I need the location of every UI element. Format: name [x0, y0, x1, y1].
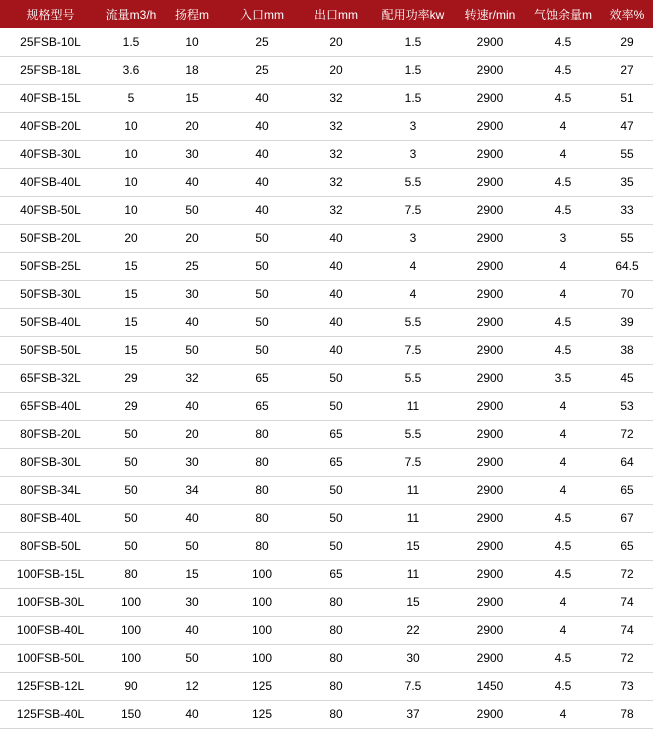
header-model: 规格型号 [26, 7, 75, 22]
cell-efficiency: 70 [601, 280, 653, 308]
cell-inlet: 65 [223, 392, 301, 420]
cell-model: 50FSB-25L [0, 252, 101, 280]
cell-inlet: 40 [223, 112, 301, 140]
table-row [0, 308, 653, 336]
cell-npsh: 4 [525, 252, 601, 280]
cell-speed: 2900 [455, 336, 525, 364]
cell-outlet: 80 [301, 700, 371, 728]
cell-power: 11 [371, 476, 455, 504]
header-power: 配用功率kw [381, 7, 445, 22]
cell-model: 125FSB-12L [0, 672, 101, 700]
cell-flow: 100 [101, 616, 161, 644]
table-body [0, 28, 653, 728]
cell-speed: 2900 [455, 644, 525, 672]
cell-model: 25FSB-10L [0, 28, 101, 56]
cell-head: 32 [161, 364, 223, 392]
cell-model: 80FSB-30L [0, 448, 101, 476]
cell-flow: 50 [101, 532, 161, 560]
cell-outlet: 80 [301, 644, 371, 672]
table-row [0, 532, 653, 560]
cell-speed: 2900 [455, 420, 525, 448]
cell-power: 1.5 [371, 56, 455, 84]
cell-speed: 2900 [455, 476, 525, 504]
cell-model: 40FSB-15L [0, 84, 101, 112]
cell-model: 40FSB-20L [0, 112, 101, 140]
cell-efficiency: 74 [601, 616, 653, 644]
cell-inlet: 100 [223, 644, 301, 672]
cell-outlet: 20 [301, 56, 371, 84]
cell-inlet: 40 [223, 140, 301, 168]
cell-power: 5.5 [371, 168, 455, 196]
cell-model: 65FSB-32L [0, 364, 101, 392]
cell-model: 80FSB-50L [0, 532, 101, 560]
cell-efficiency: 47 [601, 112, 653, 140]
header-inlet: 入口mm [240, 7, 284, 22]
cell-outlet: 32 [301, 140, 371, 168]
cell-model: 50FSB-40L [0, 308, 101, 336]
cell-model: 100FSB-50L [0, 644, 101, 672]
cell-model: 100FSB-15L [0, 560, 101, 588]
cell-npsh: 4.5 [525, 308, 601, 336]
cell-npsh: 4.5 [525, 644, 601, 672]
cell-head: 20 [161, 224, 223, 252]
cell-model: 100FSB-30L [0, 588, 101, 616]
cell-npsh: 4 [525, 476, 601, 504]
cell-model: 80FSB-40L [0, 504, 101, 532]
cell-head: 40 [161, 392, 223, 420]
cell-npsh: 4.5 [525, 168, 601, 196]
cell-efficiency: 72 [601, 644, 653, 672]
cell-flow: 100 [101, 588, 161, 616]
table-row [0, 448, 653, 476]
cell-head: 34 [161, 476, 223, 504]
cell-efficiency: 38 [601, 336, 653, 364]
cell-speed: 2900 [455, 168, 525, 196]
cell-power: 11 [371, 392, 455, 420]
cell-inlet: 50 [223, 224, 301, 252]
cell-power: 37 [371, 700, 455, 728]
cell-outlet: 40 [301, 252, 371, 280]
cell-inlet: 50 [223, 280, 301, 308]
cell-model: 80FSB-34L [0, 476, 101, 504]
cell-power: 30 [371, 644, 455, 672]
cell-flow: 15 [101, 280, 161, 308]
cell-flow: 50 [101, 420, 161, 448]
cell-outlet: 32 [301, 168, 371, 196]
cell-npsh: 4.5 [525, 532, 601, 560]
cell-inlet: 100 [223, 588, 301, 616]
cell-model: 50FSB-50L [0, 336, 101, 364]
cell-model: 125FSB-40L [0, 700, 101, 728]
cell-power: 3 [371, 112, 455, 140]
cell-power: 22 [371, 616, 455, 644]
cell-flow: 10 [101, 168, 161, 196]
cell-speed: 2900 [455, 196, 525, 224]
cell-efficiency: 74 [601, 588, 653, 616]
cell-efficiency: 64 [601, 448, 653, 476]
cell-power: 4 [371, 252, 455, 280]
cell-head: 40 [161, 700, 223, 728]
cell-inlet: 80 [223, 448, 301, 476]
cell-efficiency: 64.5 [601, 252, 653, 280]
cell-speed: 2900 [455, 280, 525, 308]
cell-inlet: 25 [223, 56, 301, 84]
table-row [0, 644, 653, 672]
cell-npsh: 4 [525, 448, 601, 476]
cell-flow: 1.5 [101, 28, 161, 56]
cell-head: 15 [161, 84, 223, 112]
cell-efficiency: 55 [601, 140, 653, 168]
cell-inlet: 125 [223, 672, 301, 700]
header-npsh: 气蚀余量m [534, 7, 592, 22]
cell-flow: 50 [101, 476, 161, 504]
cell-speed: 2900 [455, 504, 525, 532]
cell-head: 10 [161, 28, 223, 56]
cell-head: 20 [161, 420, 223, 448]
table-row [0, 168, 653, 196]
cell-outlet: 50 [301, 392, 371, 420]
cell-npsh: 4.5 [525, 672, 601, 700]
cell-npsh: 4 [525, 280, 601, 308]
cell-npsh: 4 [525, 420, 601, 448]
cell-flow: 5 [101, 84, 161, 112]
cell-flow: 20 [101, 224, 161, 252]
table-row [0, 336, 653, 364]
cell-inlet: 80 [223, 420, 301, 448]
cell-model: 40FSB-40L [0, 168, 101, 196]
cell-efficiency: 78 [601, 700, 653, 728]
cell-speed: 2900 [455, 532, 525, 560]
table-row [0, 560, 653, 588]
cell-speed: 2900 [455, 112, 525, 140]
cell-speed: 2900 [455, 392, 525, 420]
cell-power: 5.5 [371, 364, 455, 392]
cell-head: 12 [161, 672, 223, 700]
cell-outlet: 32 [301, 112, 371, 140]
cell-speed: 2900 [455, 56, 525, 84]
cell-inlet: 100 [223, 560, 301, 588]
cell-head: 40 [161, 308, 223, 336]
cell-inlet: 100 [223, 616, 301, 644]
table-row [0, 420, 653, 448]
cell-head: 20 [161, 112, 223, 140]
table-row [0, 476, 653, 504]
cell-efficiency: 72 [601, 420, 653, 448]
cell-speed: 2900 [455, 308, 525, 336]
header-row [0, 0, 653, 28]
cell-power: 5.5 [371, 420, 455, 448]
cell-inlet: 125 [223, 700, 301, 728]
cell-head: 25 [161, 252, 223, 280]
cell-inlet: 50 [223, 308, 301, 336]
table-row [0, 672, 653, 700]
cell-efficiency: 65 [601, 476, 653, 504]
cell-npsh: 4.5 [525, 196, 601, 224]
cell-outlet: 20 [301, 28, 371, 56]
cell-model: 40FSB-30L [0, 140, 101, 168]
cell-power: 3 [371, 224, 455, 252]
cell-flow: 10 [101, 112, 161, 140]
cell-flow: 15 [101, 336, 161, 364]
cell-npsh: 4.5 [525, 28, 601, 56]
cell-inlet: 80 [223, 532, 301, 560]
cell-head: 30 [161, 588, 223, 616]
cell-power: 7.5 [371, 448, 455, 476]
cell-flow: 100 [101, 644, 161, 672]
cell-power: 7.5 [371, 196, 455, 224]
cell-power: 15 [371, 588, 455, 616]
cell-outlet: 40 [301, 308, 371, 336]
cell-inlet: 80 [223, 504, 301, 532]
cell-model: 50FSB-30L [0, 280, 101, 308]
table-row [0, 84, 653, 112]
cell-head: 50 [161, 532, 223, 560]
table-row [0, 196, 653, 224]
cell-flow: 50 [101, 504, 161, 532]
table-row [0, 700, 653, 728]
cell-head: 15 [161, 560, 223, 588]
table-row [0, 56, 653, 84]
cell-efficiency: 72 [601, 560, 653, 588]
cell-inlet: 40 [223, 168, 301, 196]
table-row [0, 280, 653, 308]
cell-head: 30 [161, 448, 223, 476]
cell-flow: 10 [101, 140, 161, 168]
cell-npsh: 4.5 [525, 56, 601, 84]
cell-outlet: 40 [301, 224, 371, 252]
header-speed: 转速r/min [464, 7, 516, 22]
table-row [0, 28, 653, 56]
cell-efficiency: 45 [601, 364, 653, 392]
cell-outlet: 80 [301, 672, 371, 700]
cell-power: 1.5 [371, 84, 455, 112]
table-row [0, 504, 653, 532]
cell-speed: 2900 [455, 364, 525, 392]
cell-outlet: 65 [301, 420, 371, 448]
cell-flow: 29 [101, 364, 161, 392]
cell-flow: 150 [101, 700, 161, 728]
cell-outlet: 80 [301, 588, 371, 616]
cell-efficiency: 51 [601, 84, 653, 112]
cell-speed: 2900 [455, 28, 525, 56]
cell-outlet: 50 [301, 364, 371, 392]
table-row [0, 616, 653, 644]
cell-speed: 2900 [455, 448, 525, 476]
cell-efficiency: 27 [601, 56, 653, 84]
cell-npsh: 4.5 [525, 336, 601, 364]
header-head: 扬程m [175, 7, 209, 22]
table-row [0, 140, 653, 168]
cell-speed: 2900 [455, 616, 525, 644]
cell-model: 80FSB-20L [0, 420, 101, 448]
cell-head: 30 [161, 280, 223, 308]
cell-head: 50 [161, 644, 223, 672]
cell-flow: 80 [101, 560, 161, 588]
cell-efficiency: 33 [601, 196, 653, 224]
cell-outlet: 50 [301, 476, 371, 504]
cell-outlet: 40 [301, 336, 371, 364]
cell-npsh: 3 [525, 224, 601, 252]
cell-power: 7.5 [371, 336, 455, 364]
cell-model: 40FSB-50L [0, 196, 101, 224]
table-row [0, 588, 653, 616]
header-outlet: 出口mm [314, 7, 358, 22]
cell-speed: 2900 [455, 252, 525, 280]
cell-model: 25FSB-18L [0, 56, 101, 84]
cell-npsh: 4.5 [525, 560, 601, 588]
cell-model: 100FSB-40L [0, 616, 101, 644]
cell-outlet: 32 [301, 196, 371, 224]
cell-flow: 10 [101, 196, 161, 224]
cell-efficiency: 55 [601, 224, 653, 252]
cell-speed: 2900 [455, 700, 525, 728]
cell-inlet: 40 [223, 196, 301, 224]
cell-flow: 50 [101, 448, 161, 476]
cell-efficiency: 65 [601, 532, 653, 560]
table-row [0, 392, 653, 420]
cell-efficiency: 67 [601, 504, 653, 532]
cell-speed: 2900 [455, 588, 525, 616]
cell-head: 18 [161, 56, 223, 84]
table-row [0, 252, 653, 280]
cell-outlet: 65 [301, 560, 371, 588]
cell-outlet: 50 [301, 504, 371, 532]
cell-npsh: 4 [525, 588, 601, 616]
cell-speed: 2900 [455, 84, 525, 112]
cell-speed: 1450 [455, 672, 525, 700]
cell-flow: 90 [101, 672, 161, 700]
cell-head: 30 [161, 140, 223, 168]
cell-speed: 2900 [455, 224, 525, 252]
cell-power: 5.5 [371, 308, 455, 336]
cell-power: 11 [371, 504, 455, 532]
cell-head: 50 [161, 196, 223, 224]
header-efficiency: 效率% [609, 7, 645, 22]
cell-head: 40 [161, 504, 223, 532]
cell-power: 4 [371, 280, 455, 308]
cell-power: 7.5 [371, 672, 455, 700]
cell-npsh: 3.5 [525, 364, 601, 392]
cell-flow: 15 [101, 308, 161, 336]
table-row [0, 112, 653, 140]
cell-outlet: 40 [301, 280, 371, 308]
cell-power: 11 [371, 560, 455, 588]
cell-efficiency: 35 [601, 168, 653, 196]
header-flow: 流量m3/h [105, 7, 157, 22]
cell-npsh: 4 [525, 616, 601, 644]
cell-npsh: 4 [525, 700, 601, 728]
cell-outlet: 65 [301, 448, 371, 476]
cell-efficiency: 53 [601, 392, 653, 420]
cell-npsh: 4 [525, 140, 601, 168]
cell-inlet: 50 [223, 336, 301, 364]
cell-power: 1.5 [371, 28, 455, 56]
cell-efficiency: 29 [601, 28, 653, 56]
cell-speed: 2900 [455, 140, 525, 168]
cell-inlet: 40 [223, 84, 301, 112]
cell-npsh: 4.5 [525, 84, 601, 112]
table-row [0, 224, 653, 252]
cell-outlet: 32 [301, 84, 371, 112]
table-row [0, 364, 653, 392]
cell-head: 50 [161, 336, 223, 364]
cell-head: 40 [161, 616, 223, 644]
cell-power: 3 [371, 140, 455, 168]
cell-inlet: 80 [223, 476, 301, 504]
cell-power: 15 [371, 532, 455, 560]
cell-flow: 3.6 [101, 56, 161, 84]
cell-npsh: 4 [525, 392, 601, 420]
cell-head: 40 [161, 168, 223, 196]
cell-outlet: 80 [301, 616, 371, 644]
cell-flow: 29 [101, 392, 161, 420]
cell-inlet: 50 [223, 252, 301, 280]
cell-flow: 15 [101, 252, 161, 280]
cell-speed: 2900 [455, 560, 525, 588]
cell-outlet: 50 [301, 532, 371, 560]
cell-inlet: 65 [223, 364, 301, 392]
table-header [0, 0, 653, 28]
cell-model: 50FSB-20L [0, 224, 101, 252]
cell-npsh: 4 [525, 112, 601, 140]
cell-model: 65FSB-40L [0, 392, 101, 420]
cell-efficiency: 39 [601, 308, 653, 336]
cell-npsh: 4.5 [525, 504, 601, 532]
cell-efficiency: 73 [601, 672, 653, 700]
cell-inlet: 25 [223, 28, 301, 56]
